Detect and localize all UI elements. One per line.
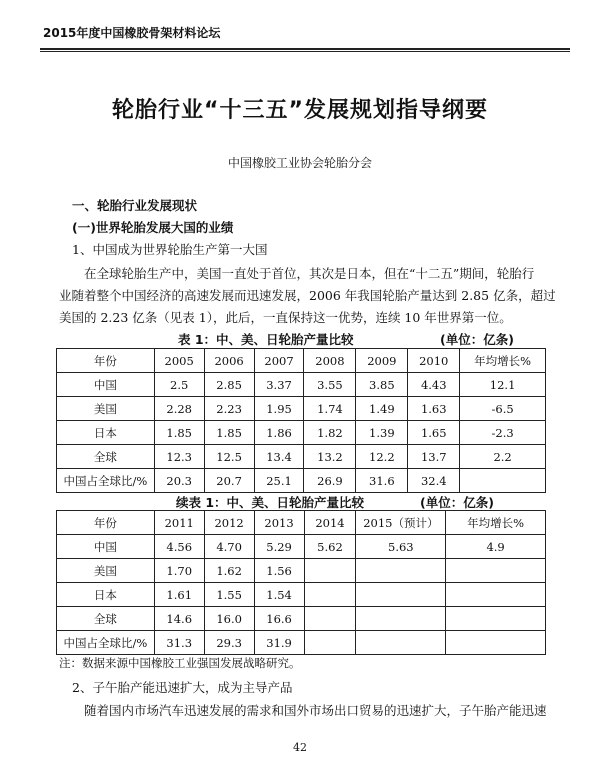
table-cell: 4.56 [154,535,204,559]
article-author: 中国橡胶工业协会轮胎分会 [227,156,372,170]
paragraph-1-line-3: 美国的 2.23 亿条（见表 1），此后，一直保持这一优势，连续 10 年世界第一位。 [59,310,512,325]
table-cell: 中国占全球比/% [57,469,155,493]
table-cell [460,469,546,493]
table-cell: 1.82 [304,421,356,445]
table-cell: 中国 [57,535,155,559]
table-cell [304,607,356,631]
table-cell: 1.56 [254,559,304,583]
table-cell: 4.70 [204,535,254,559]
table-cell: 31.3 [154,631,204,655]
table-row [57,445,546,469]
table-cell: 12.5 [204,445,254,469]
table-row [57,559,546,583]
table-cell: 1.70 [154,559,204,583]
table-cell: 14.6 [154,607,204,631]
table-row [57,397,546,421]
table-cell: 1.63 [408,397,460,421]
table-cell: 中国占全球比/% [57,631,155,655]
section-heading-1-1: (一)世界轮胎发展大国的业绩 [72,220,234,235]
header-rule-thin [40,51,570,52]
table2-unit: (单位：亿条) [420,495,494,510]
table-note: 注：数据来源中国橡胶工业强国发展战略研究。 [59,656,301,670]
section-heading-1-1-1: 1、中国成为世界轮胎生产第一大国 [72,242,268,257]
table1-unit: (单位：亿条) [440,332,514,347]
table-row [57,469,546,493]
paragraph-1-line-2: 业随着整个中国经济的高速发展而迅速发展，2006 年我国轮胎产量达到 2.85 亿条，超过 [59,288,556,303]
table-cell: 13.2 [304,445,356,469]
table-cell: 32.4 [408,469,460,493]
table-cell: 全球 [57,445,155,469]
table-cell: 12.3 [154,445,204,469]
table-cell: 16.0 [204,607,254,631]
table-cell: 2.85 [204,373,254,397]
table-cell [356,559,446,583]
table1-header-row [57,349,546,373]
table-cell: 1.65 [408,421,460,445]
table-row [57,583,546,607]
table-cell: 12.2 [356,445,408,469]
table2-header-cell: 2013 [254,511,304,535]
table-cell: 20.3 [154,469,204,493]
table-cell: 美国 [57,397,155,421]
table-cell [446,559,546,583]
header-rule [40,48,570,50]
table1-header-cell: 年均增长% [460,349,546,373]
table1-header-cell: 2009 [356,349,408,373]
table-cell: 2.23 [204,397,254,421]
table-cell: 中国 [57,373,155,397]
table1-header-cell: 2008 [304,349,356,373]
table-cell [356,583,446,607]
article-title: 轮胎行业“十三五”发展规划指导纲要 [112,98,488,123]
table-cell [446,631,546,655]
table-cell: 3.55 [304,373,356,397]
table-cell: 日本 [57,583,155,607]
table-cell: 4.9 [446,535,546,559]
table-cell: 25.1 [254,469,304,493]
table2-caption: 续表 1：中、美、日轮胎产量比较 [176,495,365,510]
table-cell: 1.62 [204,559,254,583]
table-cell: 1.85 [204,421,254,445]
table-cell: 3.85 [356,373,408,397]
table-cell: 13.4 [254,445,304,469]
paragraph-1-line-1: 在全球轮胎生产中，美国一直处于首位，其次是日本，但在“十二五”期间，轮胎行 [84,266,535,281]
table-row [57,535,546,559]
table-cell: 29.3 [204,631,254,655]
table-cell: 3.37 [254,373,304,397]
table-cell: -2.3 [460,421,546,445]
table-cell: 20.7 [204,469,254,493]
table1-header-cell: 年份 [57,349,155,373]
table-cell: 1.39 [356,421,408,445]
section-heading-1: 一、轮胎行业发展现状 [72,198,198,213]
running-header: 2015年度中国橡胶骨架材料论坛 [43,26,221,40]
page-number: 42 [293,741,307,754]
table-cell: 全球 [57,607,155,631]
table-cell: 5.62 [304,535,356,559]
table-cell: 13.7 [408,445,460,469]
table-1 [56,348,546,493]
table-row [57,631,546,655]
table-cell: 26.9 [304,469,356,493]
table2-header-row [57,511,546,535]
table2-header-cell: 2012 [204,511,254,535]
table-row [57,373,546,397]
table-cell: -6.5 [460,397,546,421]
table-cell: 美国 [57,559,155,583]
section-heading-1-1-2: 2、子午胎产能迅速扩大，成为主导产品 [72,680,293,695]
table-cell: 日本 [57,421,155,445]
table2-header-cell: 2015（预计） [356,511,446,535]
table1-header-cell: 2010 [408,349,460,373]
table-cell: 2.2 [460,445,546,469]
table-row [57,607,546,631]
table-row [57,421,546,445]
table-cell: 1.74 [304,397,356,421]
table-cell: 1.61 [154,583,204,607]
table-cell: 2.5 [154,373,204,397]
table-cell [446,607,546,631]
table-cell: 1.86 [254,421,304,445]
table-cell: 5.29 [254,535,304,559]
table-cell [356,607,446,631]
table-cell [356,631,446,655]
table-cell: 12.1 [460,373,546,397]
table2-header-cell: 2014 [304,511,356,535]
table-cell: 31.6 [356,469,408,493]
table-cell: 5.63 [356,535,446,559]
table-cell: 1.95 [254,397,304,421]
table-cell: 31.9 [254,631,304,655]
table-cell [304,559,356,583]
table2-header-cell: 2011 [154,511,204,535]
table-cell: 1.85 [154,421,204,445]
table2-header-cell: 年均增长% [446,511,546,535]
table1-header-cell: 2007 [254,349,304,373]
table-cell: 1.49 [356,397,408,421]
paragraph-2-line-1: 随着国内市场汽车迅速发展的需求和国外市场出口贸易的迅速扩大，子午胎产能迅速 [84,703,547,718]
table1-header-cell: 2006 [204,349,254,373]
table2-header-cell: 年份 [57,511,155,535]
table-cell: 4.43 [408,373,460,397]
table1-header-cell: 2005 [154,349,204,373]
table-cell [304,631,356,655]
table-cell: 1.54 [254,583,304,607]
table-cell: 2.28 [154,397,204,421]
table1-caption: 表 1：中、美、日轮胎产量比较 [178,332,354,347]
table-cell [446,583,546,607]
table-cell: 16.6 [254,607,304,631]
table-1-continued [56,510,546,655]
table-cell [304,583,356,607]
table-cell: 1.55 [204,583,254,607]
